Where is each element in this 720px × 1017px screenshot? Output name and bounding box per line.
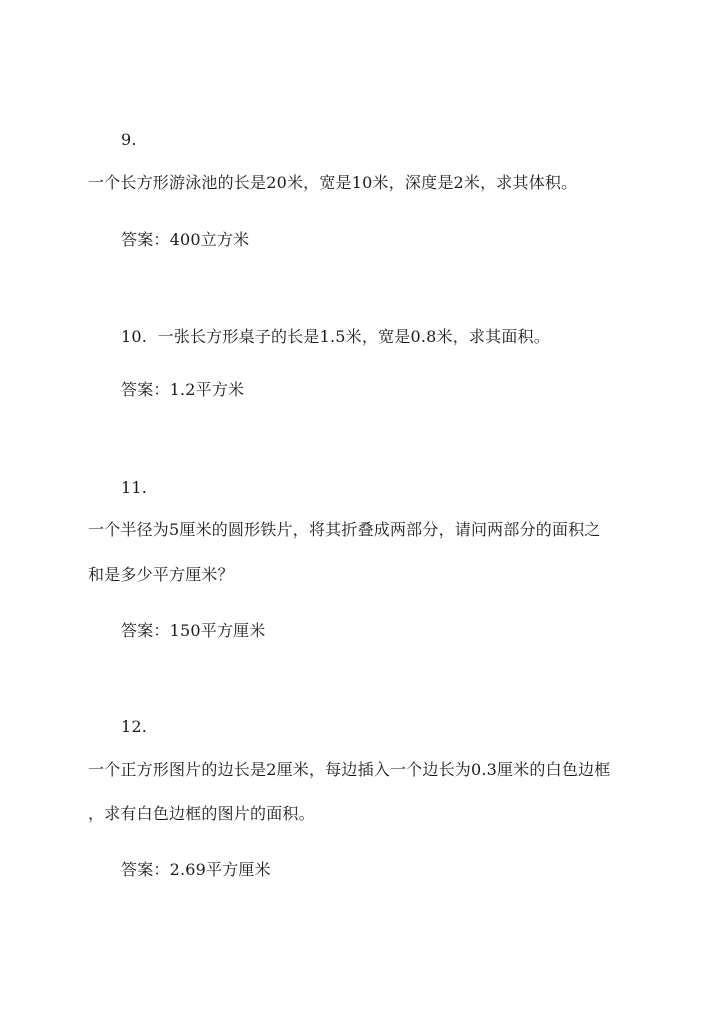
question-10-text: 一张长方形桌子的长是1.5米，宽是0.8米，求其面积。 — [157, 327, 550, 346]
question-11-number: 11. — [121, 478, 148, 497]
question-9-number: 9. — [121, 130, 137, 149]
question-12-number: 12. — [121, 717, 148, 736]
question-9-answer: 答案：400立方米 — [121, 230, 250, 249]
question-9-text: 一个长方形游泳池的长是20米，宽是10米，深度是2米，求其体积。 — [88, 173, 578, 192]
question-11-text-line-1: 一个半径为5厘米的圆形铁片，将其折叠成两部分，请问两部分的面积之 — [88, 520, 601, 539]
question-11-text-line-2: 和是多少平方厘米？ — [88, 565, 234, 584]
question-12-text-line-2: ，求有白色边框的图片的面积。 — [88, 804, 315, 823]
question-10-number-label: 10. — [121, 327, 148, 346]
question-11-answer: 答案：150平方厘米 — [121, 621, 266, 640]
question-10-answer: 答案：1.2平方米 — [121, 380, 245, 399]
question-12-answer: 答案：2.69平方厘米 — [121, 860, 271, 879]
question-10-number — [121, 327, 550, 347]
question-12-text-line-1: 一个正方形图片的边长是2厘米，每边插入一个边长为0.3厘米的白色边框 — [88, 760, 611, 779]
